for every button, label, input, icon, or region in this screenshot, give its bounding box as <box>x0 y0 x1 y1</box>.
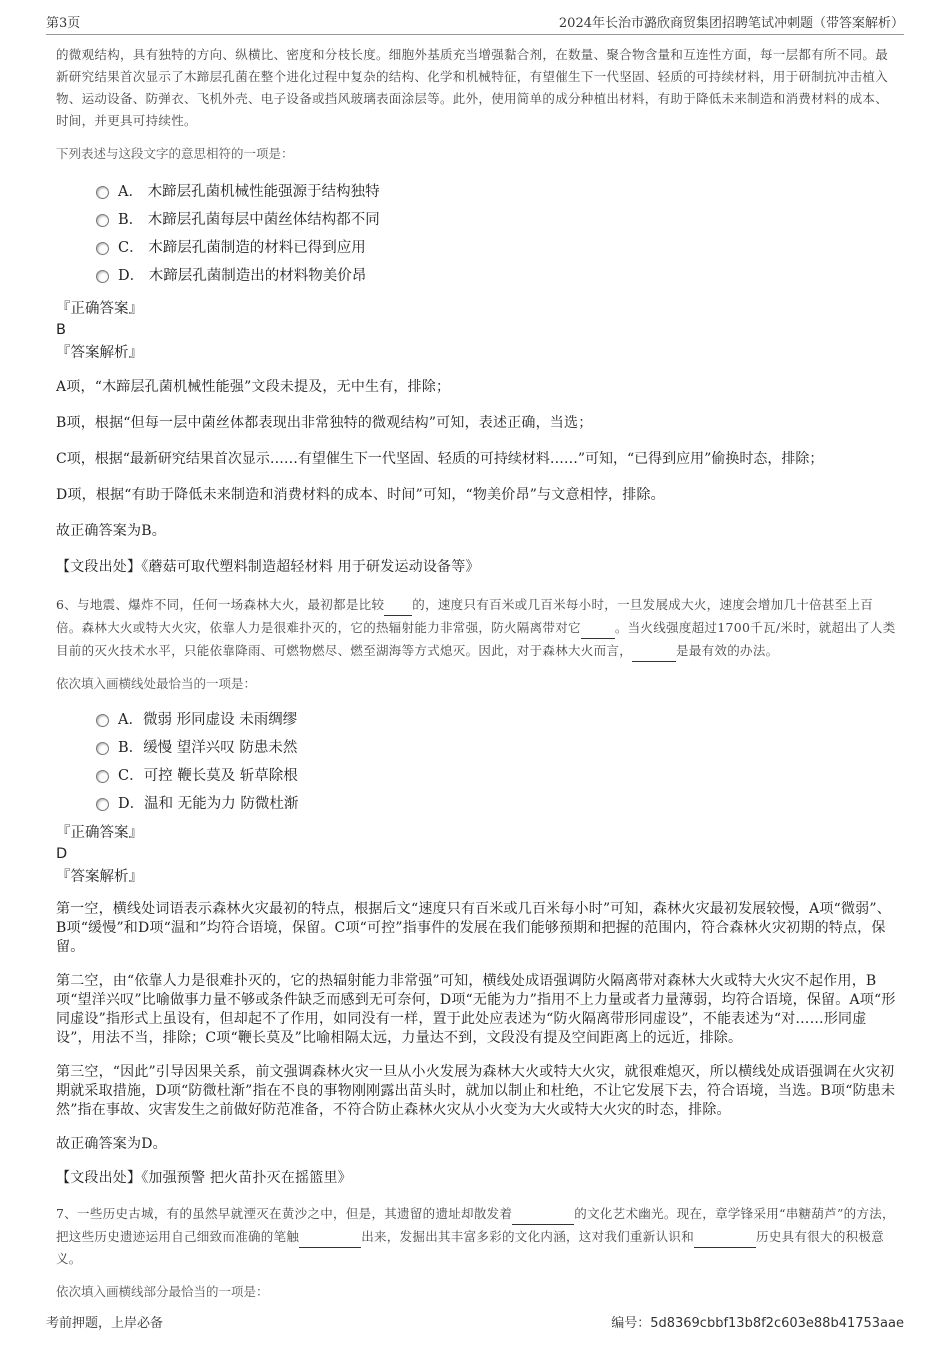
q6-analysis-2: 第二空，由“依靠人力是很难扑灭的，它的热辐射能力非常强”可知，横线处成语强调防火隔离带对森林大火或特大火灾不起作用，B项“望洋兴叹”比喻做事力量不够或条件缺乏而感到无可奈何，D项“无能为力”指用不上力量或者力量薄弱，均符合语境，保留。A项“形同虚设”指形式上虽设有，但却起不了作用，如同没有一样，置于此处应表述为“防火隔离带形同虚设”，不能表述为“对……形同虚设”，用法不当，排除；C项“鞭长莫及”比喻相隔太远，力量达不到，文段没有提及空间距离上的远近，排除。 <box>56 973 896 1046</box>
q5-analysis-a: A项，“木蹄层孔菌机械性能强”文段未提及，无中生有，排除； <box>56 379 451 395</box>
q5-analysis-d: D项，根据“有助于降低未来制造和消费材料的成本、时间”可知，“物美价昂”与文意相悖，排除。 <box>56 487 665 503</box>
q6-options <box>56 706 896 818</box>
q6-option-b[interactable]: B．缓慢 望洋兴叹 防患未然 <box>56 734 896 762</box>
q5-passage: 的微观结构，具有独特的方向、纵横比、密度和分枝长度。细胞外基质充当增强黏合剂，在数量、聚合物含量和互连性方面，每一层都有所不同。最新研究结果首次显示了木蹄层孔菌在整个进化过程中复杂的结构、化学和机械特征，有望催生下一代坚固、轻质的可持续材料，用于研制抗冲击植入物、运动设备、防弹衣、飞机外壳、电子设备或挡风玻璃表面涂层等。此外，使用简单的成分种植出材料，有助于降低未来制造和消费材料的成本、时间，并更具可持续性。 <box>56 47 889 128</box>
q5-option-a[interactable]: A． 木蹄层孔菌机械性能强源于结构独特 <box>56 178 896 206</box>
q6-option-c[interactable]: C．可控 鞭长莫及 斩草除根 <box>56 762 896 790</box>
q7-blank-3[interactable] <box>694 1225 756 1248</box>
q6-blank-1[interactable] <box>384 593 412 616</box>
q5-option-c[interactable]: C． 木蹄层孔菌制造的材料已得到应用 <box>56 234 896 262</box>
q6-blank-2[interactable] <box>581 616 615 639</box>
q6-option-d[interactable]: D．温和 无能为力 防微杜渐 <box>56 790 896 818</box>
q5-analysis-b: B项，根据“但每一层中菌丝体都表现出非常独特的微观结构”可知，表述正确，当选； <box>56 415 593 431</box>
q6-analysis-label: 『答案解析』 <box>56 869 143 885</box>
radio-icon[interactable] <box>96 714 109 727</box>
q6-answer-label: 『正确答案』 <box>56 825 143 841</box>
q7-blank-1[interactable] <box>512 1202 574 1225</box>
page-number: 第3页 <box>46 16 81 31</box>
q5-option-b[interactable]: B． 木蹄层孔菌每层中菌丝体结构都不同 <box>56 206 896 234</box>
q6-blank-3[interactable] <box>632 639 676 662</box>
q5-answer-label: 『正确答案』 <box>56 301 143 317</box>
q7-blank-2[interactable] <box>299 1225 361 1248</box>
footer-code <box>611 1312 904 1331</box>
document-title: 2024年长治市潞欣商贸集团招聘笔试冲刺题（带答案解析） <box>558 16 904 31</box>
radio-icon[interactable] <box>96 798 109 811</box>
q6-option-a[interactable]: A．微弱 形同虚设 未雨绸缪 <box>56 706 896 734</box>
footer-code-value: 5d8369cbbf13b8f2c603e88b41753aae <box>650 1316 904 1331</box>
q5-options <box>56 178 896 290</box>
radio-icon[interactable] <box>96 242 109 255</box>
footer-code-label: 编号： <box>611 1316 651 1331</box>
q6-stem: 6、与地震、爆炸不同，任何一场森林大火，最初都是比较 的，速度只有百米或几百米每小时，一旦发展成大火，速度会增加几十倍甚至上百倍。森林大火或特大火灾，依靠人力是很难扑灭的，它的热辐射能力非常强，防火隔离带对它 。当火线强度超过1700千瓦/米时，就超出了人类目前的灭火技术水平，只能依靠降雨、可燃物燃尽、燃至湖海等方式熄灭。因此，对于森林大火而言， 是最有效的办法。 <box>56 593 896 662</box>
q5-conclusion: 故正确答案为B。 <box>56 523 166 539</box>
q7-prompt: 依次填入画横线部分最恰当的一项是： <box>56 1284 269 1299</box>
q5-option-d[interactable]: D． 木蹄层孔菌制造出的材料物美价昂 <box>56 262 896 290</box>
radio-icon[interactable] <box>96 270 109 283</box>
q5-prompt: 下列表述与这段文字的意思相符的一项是： <box>56 146 294 161</box>
q6-prompt: 依次填入画横线处最恰当的一项是： <box>56 676 257 691</box>
q6-analysis-3: 第三空，“因此”引导因果关系，前文强调森林火灾一旦从小火发展为森林大火或特大火灾，就很难熄灭，所以横线处成语强调在火灾初期就采取措施，D项“防微杜渐”指在不良的事物刚刚露出苗头时，就加以制止和杜绝，不让它发展下去，符合语境，当选。B项“防患未然”指在事故、灾害发生之前做好防范准备，不符合防止森林火灾从小火变为大火或特大火灾的时态，排除。 <box>56 1064 896 1118</box>
page-header <box>46 12 904 35</box>
radio-icon[interactable] <box>96 214 109 227</box>
radio-icon[interactable] <box>96 742 109 755</box>
radio-icon[interactable] <box>96 186 109 199</box>
q6-answer: D <box>56 846 68 862</box>
document-body <box>56 44 896 1300</box>
q6-analysis-1: 第一空，横线处词语表示森林火灾最初的特点，根据后文“速度只有百米或几百米每小时”可知，森林火灾最初发展较慢，A项“微弱”、B项“缓慢”和D项“温和”均符合语境，保留。C项“可控”指事件的发展在我们能够预期和把握的范围内，符合森林火灾初期的特点，保留。 <box>56 901 891 955</box>
q5-analysis-label: 『答案解析』 <box>56 345 143 361</box>
q7-stem: 7、一些历史古城，有的虽然早就湮灭在黄沙之中，但是，其遗留的遗址却散发着 的文化艺术幽光。现在，章学锋采用“串糖葫芦”的方法，把这些历史遗迹运用自己细致而准确的笔触 出来，发掘出其丰富多彩的文化内涵，这对我们重新认识和 历史具有很大的积极意义。 <box>56 1202 896 1270</box>
q5-analysis-c: C项，根据“最新研究结果首次显示……有望催生下一代坚固、轻质的可持续材料……”可知，“已得到应用”偷换时态，排除； <box>56 451 824 467</box>
q6-source: 【文段出处】《加强预警 把火苗扑灭在摇篮里》 <box>56 1170 352 1186</box>
q6-conclusion: 故正确答案为D。 <box>56 1136 167 1152</box>
q5-answer: B <box>56 322 66 338</box>
q5-source: 【文段出处】《蘑菇可取代塑料制造超轻材料 用于研发运动设备等》 <box>56 559 480 575</box>
radio-icon[interactable] <box>96 770 109 783</box>
footer-slogan: 考前押题，上岸必备 <box>46 1316 164 1331</box>
